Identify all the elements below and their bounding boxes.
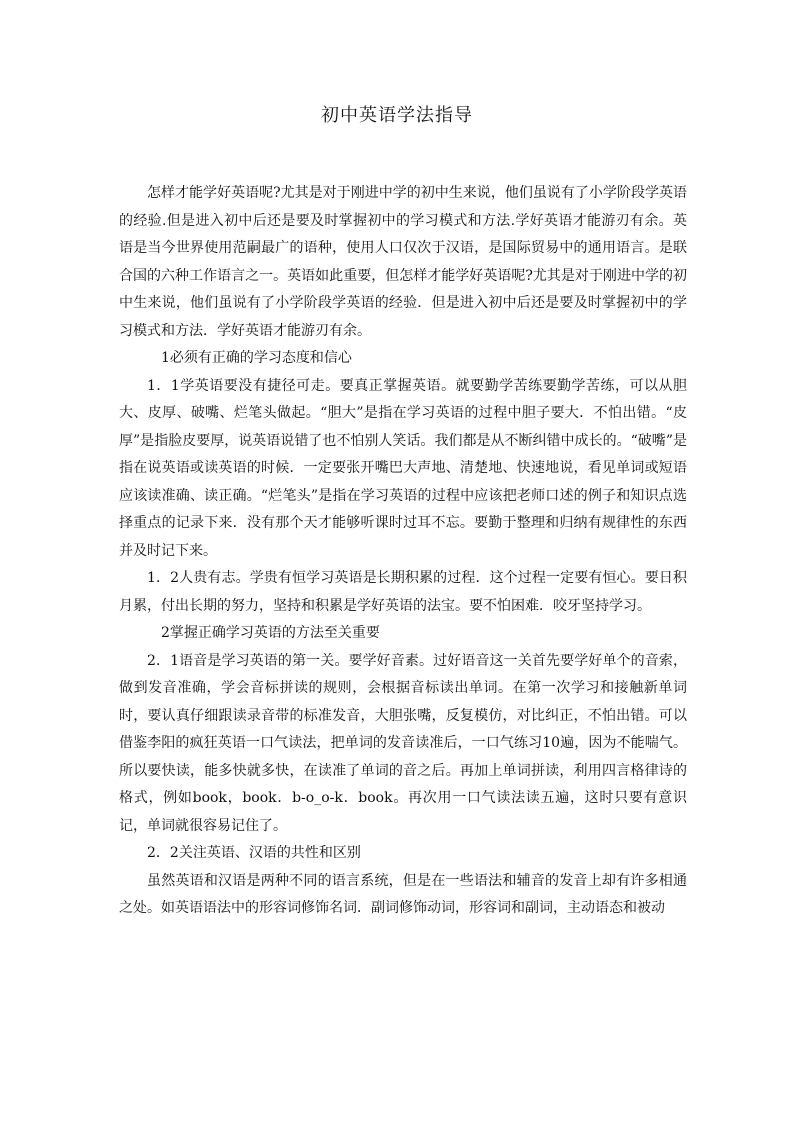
document-title: 初中英语学法指导 <box>321 105 473 126</box>
body-paragraph: 1．2人贵有志。学贵有恒学习英语是长期积累的过程．这个过程一定要有恒心。要日积月累，付出长期的努力，坚持和积累是学好英语的法宝。要不怕困难．咬牙坚持学习。 <box>119 570 687 614</box>
body-paragraph: 1．1学英语要没有捷径可走。要真正掌握英语。就要勤学苦练要勤学苦练，可以从胆大、皮厚、破嘴、烂笔头做起。“胆大”是指在学习英语的过程中胆子要大．不怕出错。“皮厚”是指脸皮要厚，说英语说错了也不怕别人笑话。我们都是从不断纠错中成长的。“破嘴”是指在说英语或读英语的时候．一定要张开嘴巴大声地、清楚地、快速地说，看见单词或短语应该读准确、读正确。“烂笔头”是指在学习英语的过程中应该把老师口述的例子和知识点选择重点的记录下来．没有那个天才能够听课时过耳不忘。要勤于整理和归纳有规律性的东西并及时记下来。 <box>119 377 687 559</box>
section-heading: 2掌握正确学习英语的方法至关重要 <box>161 625 380 641</box>
body-paragraph: 怎样才能学好英语呢?尤其是对于刚进中学的初中生来说，他们虽说有了小学阶段学英语的经验.但是进入初中后还是要及时掌握初中的学习模式和方法.学好英语才能游刃有余。英语是当今世界使用范嗣最广的语种，使用人口仅次于汉语，是国际贸易中的通用语言。是联合国的六种工作语言之一。英语如此重要，但怎样才能学好英语呢?尤其是对于刚进中学的初中生来说，他们虽说有了小学阶段学英语的经验．但是进入初中后还是要及时掌握初中的学习模式和方法．学好英语才能游刃有余。 <box>119 185 687 339</box>
body-paragraph: 2．1语音是学习英语的第一关。要学好音素。过好语音这一关首先要学好单个的音索，做到发音准确，学会音标拼读的规则，会根据音标读出单词。在第一次学习和接触新单词时，要认真仔细跟读录音带的标准发音，大胆张嘴，反复模仿，对比纠正，不怕出错。可以借鉴李阳的疯狂英语一口气读法，把单词的发音读准后，一口气练习10遍，因为不能喘气。所以要快读，能多快就多快，在读准了单词的音之后。再加上单词拼读，利用四言格律诗的格式，例如book，book．b-o_o-k．book。再次用一口气读法读五遍，这时只要有意识记，单词就很容易记住了。 <box>119 652 687 834</box>
document-body <box>119 180 687 923</box>
body-paragraph: 虽然英语和汉语是两种不同的语言系统，但是在一些语法和辅音的发音上却有许多相通之处。如英语语法中的形容词修饰名词．副词修饰动词，形容词和副词，主动语态和被动 <box>119 872 687 916</box>
section-heading: 1必须有正确的学习态度和信心 <box>161 350 352 366</box>
body-paragraph: 2．2关注英语、汉语的共性和区别 <box>147 845 361 861</box>
